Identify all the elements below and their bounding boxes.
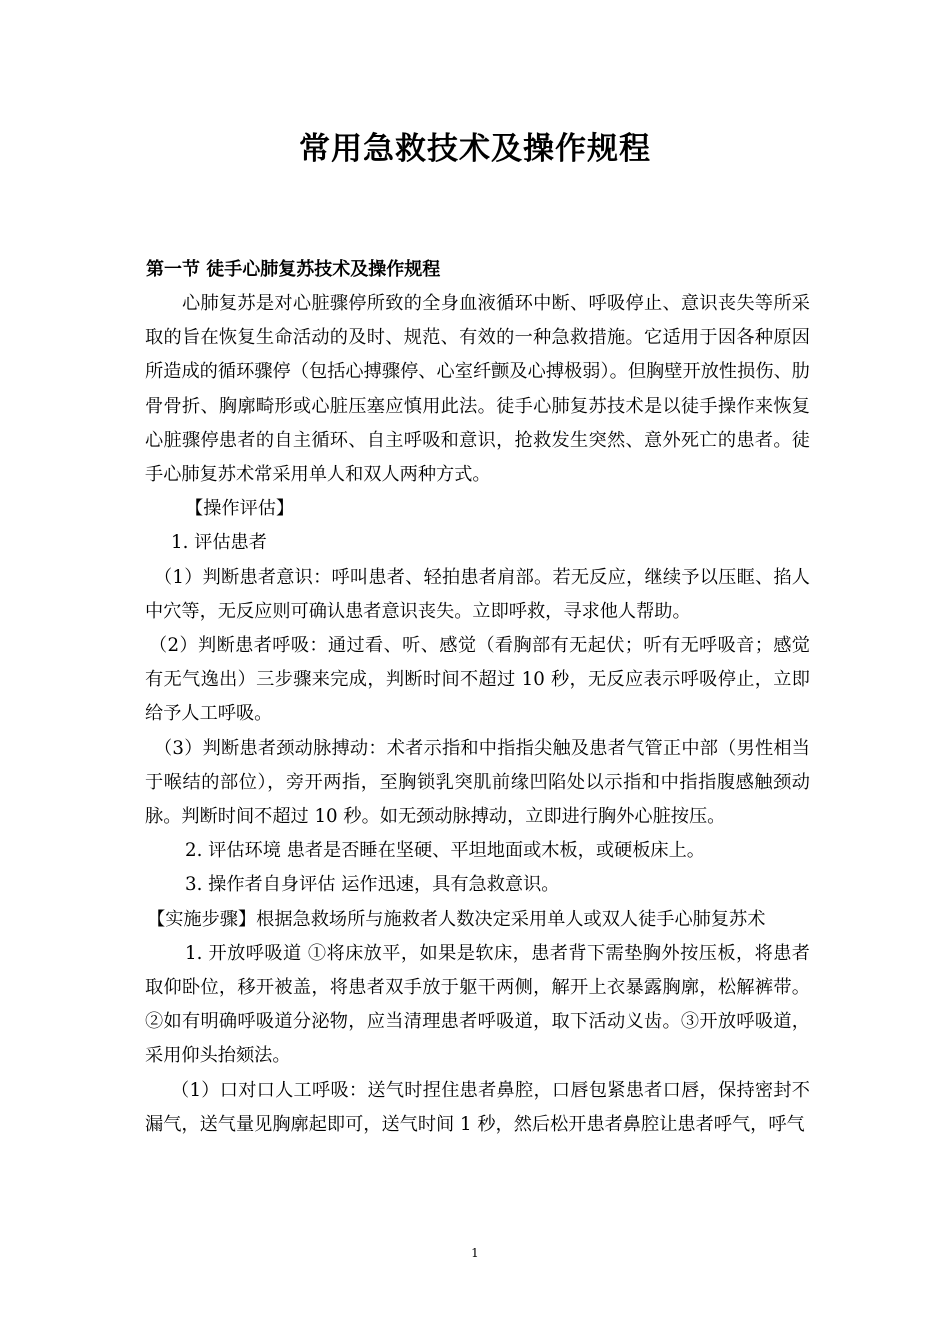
section-heading: 第一节 徒手心肺复苏技术及操作规程 <box>146 259 441 280</box>
document-body <box>145 287 810 1142</box>
assess-environment-item: 2. 评估环境 患者是否睡在坚硬、平坦地面或木板，或硬板床上。 <box>185 840 705 862</box>
assessment-heading: 【操作评估】 <box>185 498 295 520</box>
mouth-to-mouth-paragraph: （1）口对口人工呼吸：送气时捏住患者鼻腔，口唇包紧患者口唇，保持密封不漏气，送气量见胸廓起即可，送气时间 1 秒，然后松开患者鼻腔让患者呼气，呼气 <box>145 1079 810 1135</box>
assess-patient-item: 1. 评估患者 <box>171 532 267 554</box>
open-airway-paragraph: 1. 开放呼吸道 ①将床放平，如果是软床，患者背下需垫胸外按压板，将患者取仰卧位，移开被盖，将患者双手放于躯干两侧，解开上衣暴露胸廓，松解裤带。②如有明确呼吸道分泌物，应当清理患者呼吸道，取下活动义齿。③开放呼吸道，采用仰头抬颏法。 <box>145 942 810 1067</box>
page-number: 1 <box>471 1246 479 1260</box>
intro-paragraph: 心肺复苏是对心脏骤停所致的全身血液循环中断、呼吸停止、意识丧失等所采取的旨在恢复生命活动的及时、规范、有效的一种急救措施。它适用于因各种原因所造成的循环骤停（包括心搏骤停、心室纤颤及心搏极弱）。但胸壁开放性损伤、肋骨骨折、胸廓畸形或心脏压塞应慎用此法。徒手心肺复苏技术是以徒手操作来恢复心脏骤停患者的自主循环、自主呼吸和意识，抢救发生突然、意外死亡的患者。徒手心肺复苏术常采用单人和双人两种方式。 <box>145 293 810 486</box>
document-title: 常用急救技术及操作规程 <box>299 131 651 167</box>
consciousness-paragraph: （1）判断患者意识：呼叫患者、轻拍患者肩部。若无反应，继续予以压眶、掐人中穴等，无反应则可确认患者意识丧失。立即呼救，寻求他人帮助。 <box>145 566 810 622</box>
pulse-paragraph: （3）判断患者颈动脉搏动：术者示指和中指指尖触及患者气管正中部（男性相当于喉结的部位），旁开两指，至胸锁乳突肌前缘凹陷处以示指和中指指腹感触颈动脉。判断时间不超过 10 秒。如无颈动脉搏动，立即进行胸外心脏按压。 <box>145 737 810 828</box>
self-assessment-item: 3. 操作者自身评估 运作迅速，具有急救意识。 <box>185 874 560 896</box>
procedure-heading-paragraph: 【实施步骤】根据急救场所与施救者人数决定采用单人或双人徒手心肺复苏术 <box>147 908 766 930</box>
breathing-paragraph: （2）判断患者呼吸：通过看、听、感觉（看胸部有无起伏；听有无呼吸音；感觉有无气逸出）三步骤来完成，判断时间不超过 10 秒，无反应表示呼吸停止，立即给予人工呼吸。 <box>145 635 810 725</box>
